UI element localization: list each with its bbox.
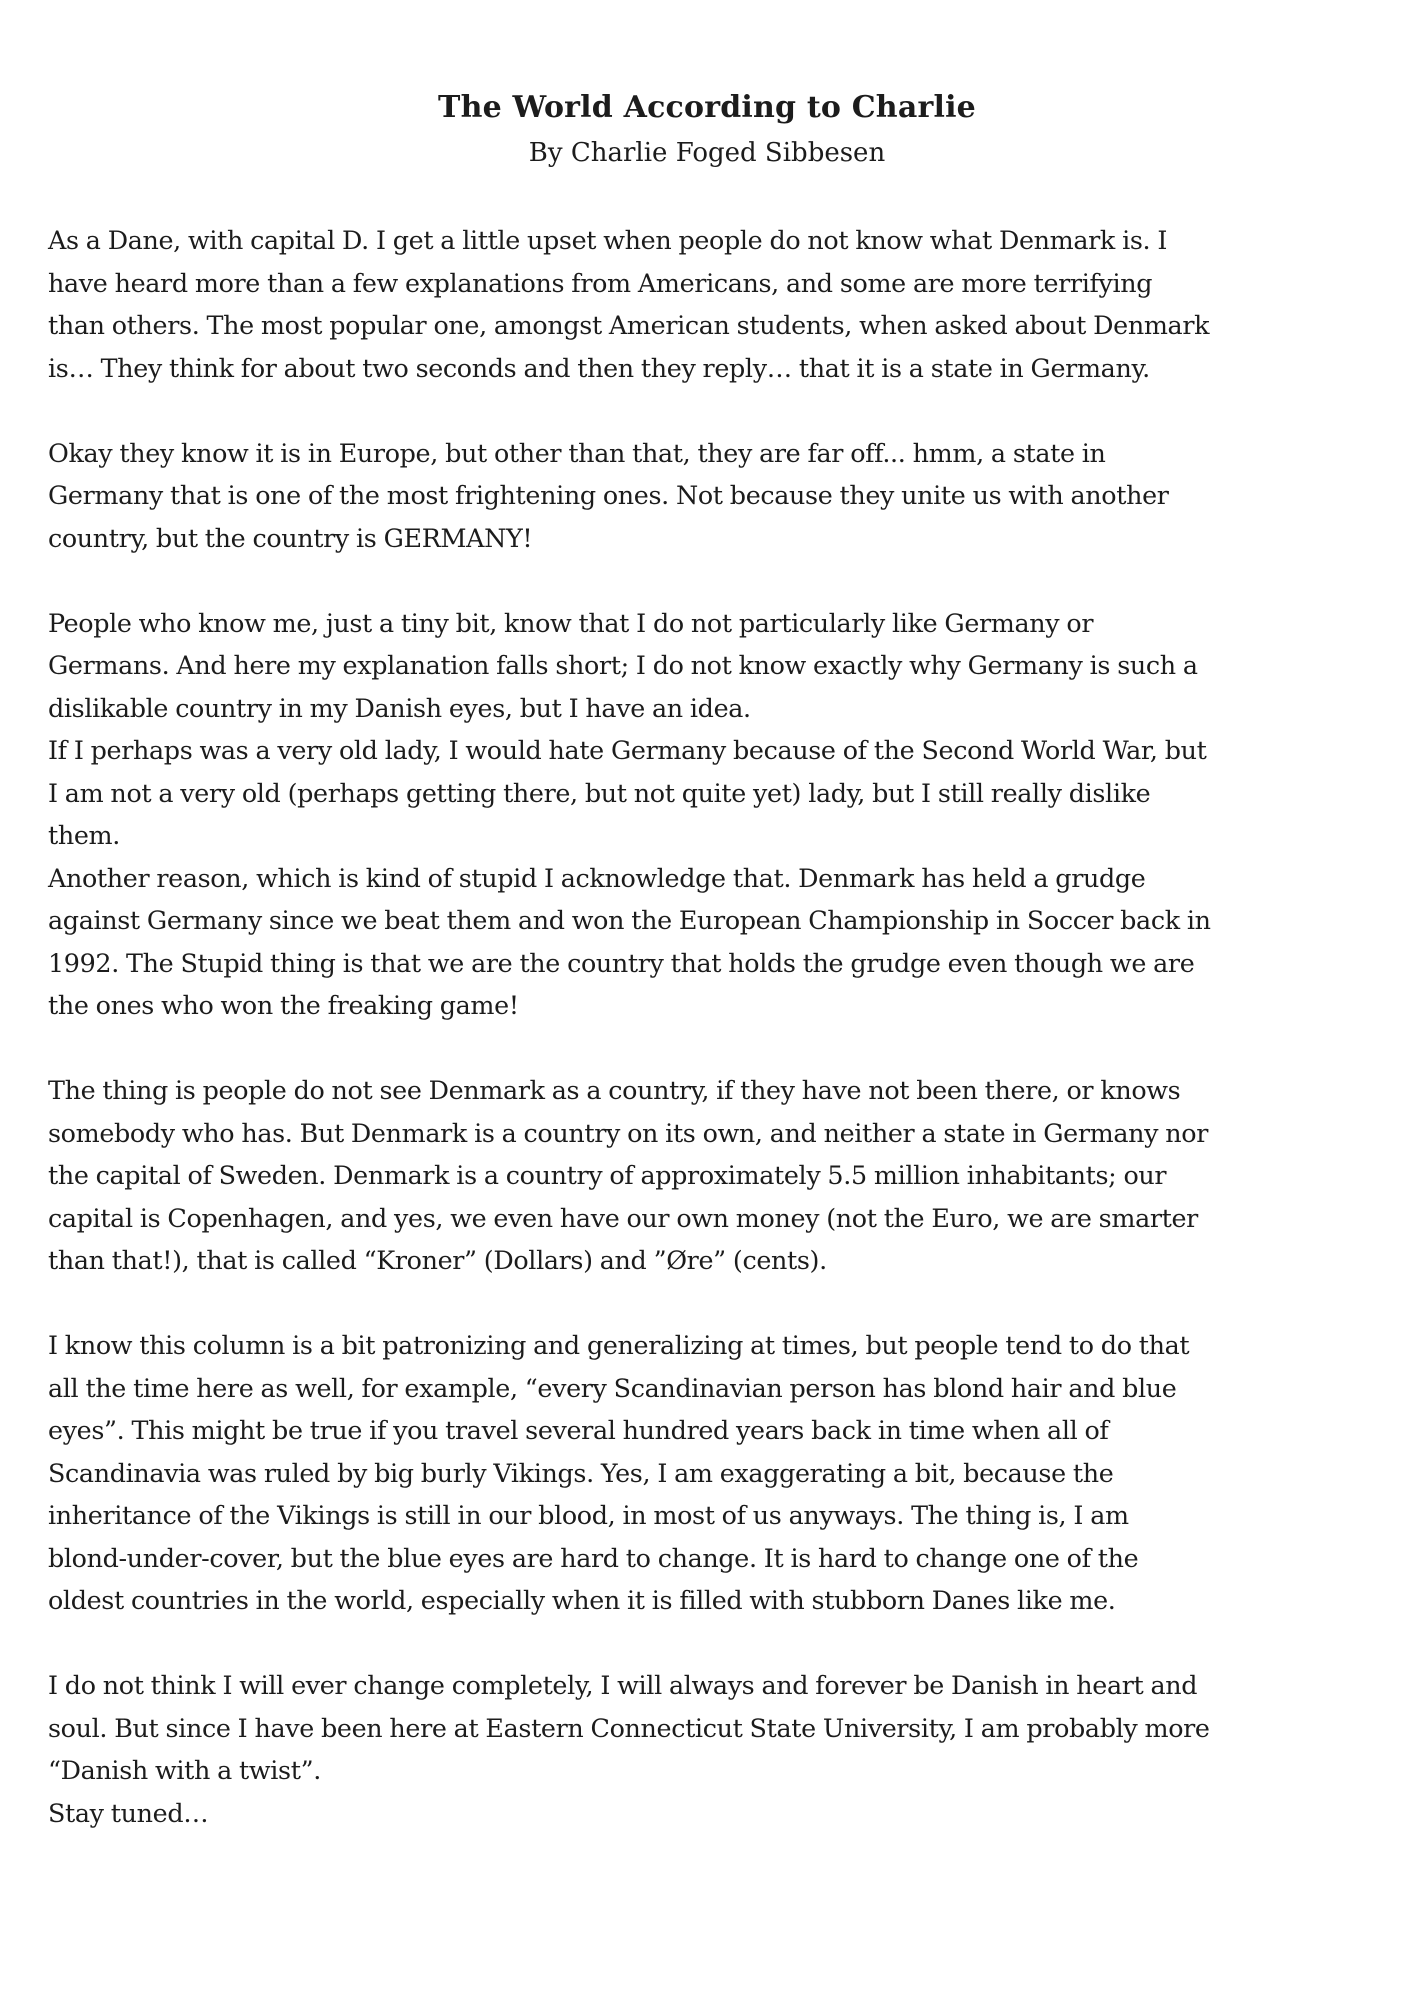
text-line: Scandinavia was ruled by big burly Vikings. Yes, I am exaggerating a bit, because the — [48, 1457, 1114, 1488]
text-line: 1992. The Stupid thing is that we are the country that holds the grudge even though we are — [48, 947, 1195, 978]
text-line: The thing is people do not see Denmark as a country, if they have not been there, or knows — [48, 1075, 1181, 1105]
text-line: all the time here as well, for example, “every Scandinavian person has blond hair and blue — [48, 1372, 1177, 1403]
text-line: Germany that is one of the most frightening ones. Not because they unite us with another — [48, 480, 1169, 510]
text-line: I am not a very old (perhaps getting there, but not quite yet) lady, but I still really dislike — [48, 777, 1151, 808]
article-body — [48, 219, 1378, 1834]
text-line: As a Dane, with capital D. I get a little upset when people do not know what Denmark is. I — [48, 225, 1168, 255]
paragraph-gap — [48, 1622, 1378, 1665]
text-line: I know this column is a bit patronizing and generalizing at times, but people tend to do that — [48, 1330, 1190, 1360]
text-line: dislikable country in my Danish eyes, but I have an idea. — [48, 692, 751, 723]
paragraph-gap — [48, 389, 1378, 432]
text-line: than others. The most popular one, amongst American students, when asked about Denmark — [48, 310, 1210, 340]
text-line: somebody who has. But Denmark is a country on its own, and neither a state in Germany nor — [48, 1117, 1208, 1148]
text-line: Okay they know it is in Europe, but other than that, they are far off... hmm, a state in — [48, 437, 1106, 468]
text-line: the capital of Sweden. Denmark is a country of approximately 5.5 million inhabitants; our — [48, 1160, 1167, 1190]
document-header — [0, 88, 1414, 172]
author-byline: By Charlie Foged Sibbesen — [528, 138, 886, 168]
text-line: Another reason, which is kind of stupid I acknowledge that. Denmark has held a grudge — [48, 862, 1146, 893]
text-line: blond-under-cover, but the blue eyes are hard to change. It is hard to change one of the — [48, 1542, 1139, 1573]
text-line: inheritance of the Vikings is still in our blood, in most of us anyways. The thing is, I am — [48, 1500, 1129, 1530]
text-line: than that!), that is called “Kroner” (Dollars) and ”Øre” (cents). — [48, 1245, 827, 1275]
text-line: them. — [48, 820, 120, 850]
paragraph-gap — [48, 559, 1378, 602]
page-title: The World According to Charlie — [438, 90, 976, 125]
text-line: is… They think for about two seconds and then they reply… that it is a state in Germany. — [48, 352, 1150, 383]
text-line: “Danish with a twist”. — [48, 1755, 321, 1785]
text-line: oldest countries in the world, especially when it is filled with stubborn Danes like me. — [48, 1585, 1116, 1615]
text-line: against Germany since we beat them and won the European Championship in Soccer back in — [48, 905, 1211, 935]
text-line: country, but the country is GERMANY! — [48, 522, 533, 553]
text-line: People who know me, just a tiny bit, know that I do not particularly like Germany or — [48, 607, 1094, 638]
text-line: If I perhaps was a very old lady, I would hate Germany because of the Second World War, but — [48, 735, 1207, 765]
text-line: Germans. And here my explanation falls short; I do not know exactly why Germany is such a — [48, 650, 1198, 680]
paragraph-gap — [48, 1027, 1378, 1070]
paragraph-gap — [48, 1282, 1378, 1325]
text-line: the ones who won the freaking game! — [48, 990, 519, 1020]
text-line: eyes”. This might be true if you travel several hundred years back in time when all of — [48, 1415, 1109, 1445]
text-line: I do not think I will ever change completely, I will always and forever be Danish in heart and — [48, 1670, 1198, 1700]
text-line: capital is Copenhagen, and yes, we even have our own money (not the Euro, we are smarter — [48, 1202, 1198, 1233]
text-line: have heard more than a few explanations from Americans, and some are more terrifying — [48, 267, 1153, 298]
text-line: soul. But since I have been here at Eastern Connecticut State University, I am probably more — [48, 1712, 1210, 1743]
text-line: Stay tuned… — [48, 1797, 209, 1828]
